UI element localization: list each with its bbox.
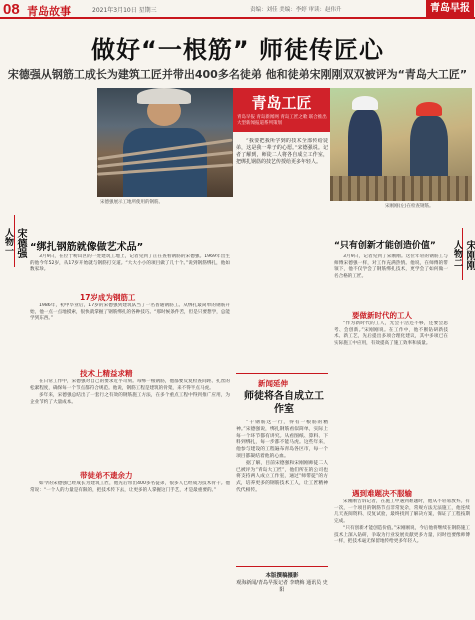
paragraph: 如今的宋德强已经成长为建筑工匠，他先后带出400多名徒弟，很多人已经成为技术骨干。他常说：“一个人的力量是有限的，把技术传下去，让更多的人掌握这门手艺，才是最重要的。” [30, 481, 230, 493]
photo-rebar-inspection [330, 88, 472, 201]
right-photo-caption: 宋刚刚(左)在检查钢筋。 [385, 204, 434, 209]
left-section-head-1: 17岁成为钢筋工 [80, 293, 136, 302]
section-name: 青岛故事 [27, 5, 71, 18]
right-article-block-1 [334, 321, 448, 486]
middle-article-kicker: 新闻延伸 [258, 379, 288, 388]
left-profile-label [2, 228, 13, 255]
paragraph: 据了解，目前宋德强和宋刚刚师徒二人已被评为“青岛大工匠”，他们所在的公司也将支持两人成立工作室，通过“师带徒”的方式，培养更多的钢筋技术工人，让工匠精神代代相传。 [236, 460, 328, 493]
middle-article-quote [236, 420, 328, 560]
middle-article-headline: 师徒将各自成立工作室 [244, 391, 324, 415]
paragraph: 宋刚刚告诉记者，在施工中遇到难题时，他从不轻易放弃。有一次，一个项目的钢筋节点非常复杂，常规方法无法施工，他连续几天查阅资料、反复试验，最终找到了解决方案，保证了工程按期完成。 [334, 499, 470, 524]
left-section-head-2: 技术上精益求精 [80, 369, 133, 378]
left-photo-caption: 宋德强展示工地所使用的钢筋。 [100, 200, 163, 205]
left-article-intro [30, 254, 230, 290]
page-number: 08 [3, 1, 20, 18]
left-profile-name-text: 宋德强 [15, 228, 26, 258]
right-section-head-2: 遇到难题决不服输 [352, 489, 412, 498]
left-profile-name [15, 228, 26, 258]
left-article-block-1 [30, 303, 230, 363]
middle-divider [236, 373, 328, 374]
paragraph: 3月9日，记者见到了宋刚刚。这位年轻的钢筋工与师傅宋德强一样，对工作充满热情。他说，在师傅的带领下，他不仅学会了钢筋绑扎技术，更学会了如何做一名合格的工匠。 [334, 254, 448, 279]
paragraph: “我要把我所学到的技术全部传给徒弟，这是我一辈子的心愿。”宋德强说。记者了解到，师徒二人将各自成立工作室，把绑扎钢筋的技艺传授给更多年轻人。 [236, 138, 328, 165]
hard-hat-shape [352, 96, 378, 110]
paragraph: 1986年，初中毕业后，17岁的宋德强到建筑队当了一名普通钢筋工。从绑扎最简单的钢筋开始，他一点一点地摸索，很快就掌握了钢筋绑扎的各种技巧。“那时候条件苦，但是只要想学，总能学到东西。” [30, 303, 230, 321]
series-subtitle: 青岛早报 青岛新闻网 青岛工匠之歌 联合推出大型新闻报道系列策划 [237, 115, 327, 126]
right-profile-name [464, 240, 475, 270]
series-logo-block [233, 88, 330, 132]
paragraph: 3月9日，在位于崂山区的一处建筑工地上，记者见到了正在查看钢筋的宋德强。1969年出生的他今年52岁，从17岁开始就与钢筋打交道。“大大小小的项目做了几十个。”说到钢筋绑扎，他如数家珍。 [30, 254, 230, 272]
page-headline: 做好“一根筋” 师徒传匠心 [91, 36, 384, 64]
right-article-intro [334, 254, 448, 306]
right-profile-tag: 人物二 [452, 240, 462, 267]
hard-hat-shape [416, 102, 442, 116]
right-profile-label [451, 240, 462, 267]
paragraph: “作为新时代的工人，光会干活还不够，还要会思考、会创新。”宋刚刚说。在工作中，他不断钻研新技术、新工艺，先后提出多项合理化建议，其中多项已在实际施工中应用，有效提高了施工效率和质量。 [334, 321, 448, 346]
middle-article-intro [236, 138, 328, 364]
photo-rebar-display [97, 88, 233, 197]
left-section-head-3: 带徒弟不遗余力 [80, 471, 133, 480]
hard-hat-shape [137, 88, 191, 104]
right-article-title: “只有创新才能创造价值” [334, 241, 436, 251]
paragraph: 多年来，宋德强总结出了一套行之有效的钢筋施工方法，在多个重点工程中得到推广应用，为企业节约了大量成本。 [30, 393, 230, 405]
byline-credits: 观海新闻/青岛早报记者 李晓梅 通讯员 史阳 [236, 580, 328, 593]
right-profile-name-text: 宋刚刚 [464, 240, 475, 270]
left-article-block-3 [30, 481, 230, 616]
page-subheadline: 宋德强从钢筋工成长为建筑工匠并带出400多名徒弟 他和徒弟宋刚刚双双被评为“青岛大工匠” [7, 68, 468, 81]
paragraph: “只有创新才能创造价值。”宋刚刚说，今后他将继续在钢筋施工技术上深入钻研，争取为行业发展贡献更多力量，同时也要像师傅一样，把技术毫无保留地传给更多年轻人。 [334, 526, 470, 544]
right-profile-rule [462, 228, 463, 280]
paragraph: 在日常工作中，宋德强对自己的要求近乎苛刻。每绑一根钢筋，他都要反复检查间距、扎丝的松紧程度，确保每一个节点都符合规范。他说，钢筋工程是建筑的骨架，来不得半点马虎。 [30, 379, 230, 391]
byline-heading: 本版撰稿摄影 [265, 573, 299, 579]
issue-date: 2021年3月10日 星期三 [92, 7, 157, 14]
rebar-grid-shape [330, 176, 472, 201]
byline-block [236, 572, 328, 594]
right-article-block-2 [334, 499, 470, 616]
middle-divider-2 [236, 566, 328, 567]
left-profile-tag: 人物一 [3, 228, 13, 255]
editor-credits: 责编：刘佳 美编：李婷 审读：赵伟升 [250, 7, 342, 13]
left-article-block-2 [30, 379, 230, 465]
newspaper-logo: 青岛早报 [426, 0, 474, 17]
series-title: 青岛工匠 [251, 94, 312, 112]
left-article-title: “绑扎钢筋就像做艺术品” [30, 242, 144, 253]
right-section-head-1: 要做新时代的工人 [352, 311, 412, 320]
masthead [0, 0, 475, 19]
paragraph: “干钢筋这一行，得有一根筋的精神。”宋德强说，绑扎钢筋看似简单，实际上每一个环节都有讲究。从看图纸、算料、下料到绑扎，每一步都不能马虎。这些年来，他参与建设的工程遍布青岛各区市，每一个项目都凝结着他的心血。 [236, 420, 328, 459]
